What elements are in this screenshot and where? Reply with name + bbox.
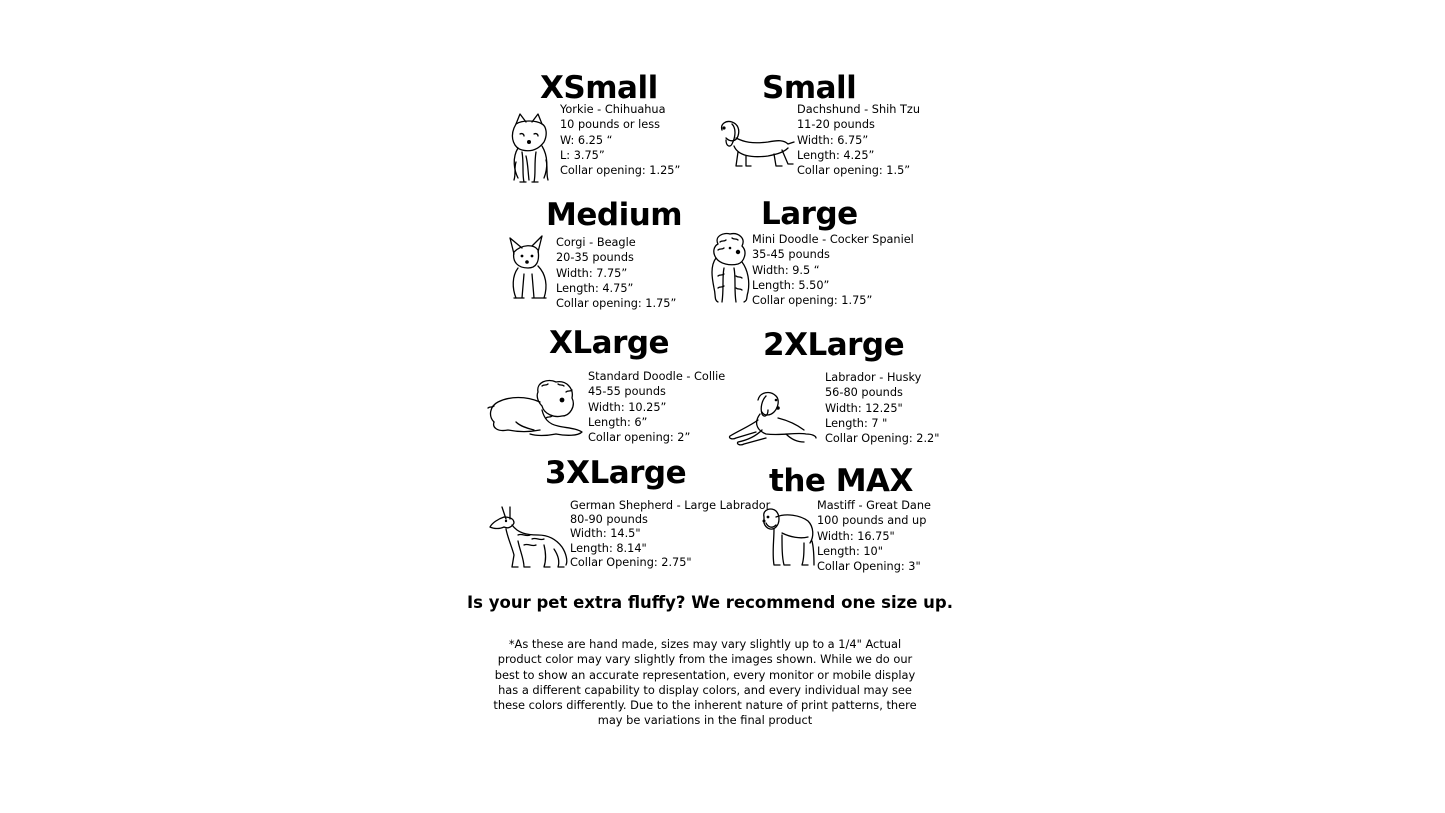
- yorkie-dog-icon: [502, 112, 556, 184]
- collar-opening: Collar Opening: 3": [817, 560, 921, 574]
- fluffy-recommendation: Is your pet extra fluffy? We recommend one size up.: [467, 593, 953, 612]
- product-width: Width: 14.5": [570, 527, 641, 541]
- dog-weight: 11-20 pounds: [797, 118, 875, 132]
- product-length: Length: 6”: [588, 415, 648, 429]
- collar-opening: Collar opening: 1.75”: [556, 297, 677, 311]
- mastiff-dog-icon: [760, 507, 816, 567]
- product-length: L: 3.75”: [560, 148, 605, 162]
- collar-opening: Collar Opening: 2.2": [825, 432, 940, 446]
- size-info-xlarge: [588, 369, 725, 445]
- size-title-xlarge: XLarge: [549, 325, 670, 361]
- product-length: Length: 10": [817, 544, 883, 558]
- product-length: Length: 7 ": [825, 416, 888, 430]
- product-width: Width: 16.75": [817, 529, 895, 543]
- product-length: Length: 4.75”: [556, 281, 634, 295]
- dog-breeds: Standard Doodle - Collie: [588, 370, 726, 383]
- dog-breeds: Corgi - Beagle: [556, 236, 636, 249]
- dog-breeds: German Shepherd - Large Labrador: [570, 499, 771, 512]
- product-width: Width: 7.75”: [556, 266, 628, 280]
- dog-weight: 80-90 pounds: [570, 513, 648, 527]
- product-length: Length: 8.14": [570, 541, 647, 555]
- product-length: Length: 4.25”: [797, 148, 875, 162]
- corgi-dog-icon: [502, 234, 554, 302]
- dog-breeds: Labrador - Husky: [825, 371, 922, 384]
- dog-weight: 35-45 pounds: [752, 248, 830, 262]
- product-width: Width: 9.5 “: [752, 263, 820, 277]
- sizing-disclaimer: *As these are hand made, sizes may vary slightly up to a 1/4" Actual product color may vary slightly from the images shown. While we do our best to show an accurate representation, every monitor or mobile display has a different capability to display colors, and every individual may see these colors differently. Due to the inherent nature of print patterns, there may be variations in the final product: [493, 637, 917, 728]
- collar-opening: Collar opening: 1.75”: [752, 294, 873, 308]
- collar-opening: Collar Opening: 2.75": [570, 555, 692, 569]
- size-info-medium: [556, 235, 676, 311]
- size-info-small: [797, 102, 920, 178]
- german-shepherd-dog-icon: [488, 505, 570, 569]
- dog-breeds: Yorkie - Chihuahua: [560, 103, 666, 116]
- size-info-3xlarge: [570, 499, 770, 570]
- size-title-large: Large: [761, 196, 858, 232]
- doodle-dog-icon: [708, 232, 752, 304]
- dog-weight: 56-80 pounds: [825, 386, 903, 400]
- size-title-small: Small: [762, 70, 857, 106]
- dog-breeds: Mini Doodle - Cocker Spaniel: [752, 233, 914, 246]
- dog-weight: 20-35 pounds: [556, 251, 634, 265]
- size-info-2xlarge: [825, 370, 939, 446]
- size-info-the-max: [817, 498, 931, 574]
- product-width: Width: 10.25”: [588, 400, 667, 414]
- size-title-medium: Medium: [546, 197, 683, 233]
- size-info-xsmall: [560, 102, 680, 178]
- dachshund-dog-icon: [718, 118, 796, 172]
- collar-opening: Collar opening: 1.25”: [560, 164, 681, 178]
- dog-weight: 45-55 pounds: [588, 385, 666, 399]
- collar-opening: Collar opening: 1.5”: [797, 164, 911, 178]
- product-length: Length: 5.50”: [752, 278, 830, 292]
- product-width: Width: 6.75”: [797, 133, 869, 147]
- size-title-xsmall: XSmall: [540, 70, 658, 106]
- size-title-the-max: the MAX: [769, 463, 913, 499]
- dog-weight: 10 pounds or less: [560, 118, 661, 132]
- dog-breeds: Dachshund - Shih Tzu: [797, 103, 920, 116]
- size-info-large: [752, 232, 914, 308]
- dog-breeds: Mastiff - Great Dane: [817, 499, 931, 512]
- size-title-2xlarge: 2XLarge: [763, 327, 905, 363]
- labrador-dog-icon: [726, 390, 818, 446]
- size-title-3xlarge: 3XLarge: [545, 455, 687, 491]
- product-width: Width: 12.25": [825, 401, 903, 415]
- standard-doodle-dog-icon: [486, 378, 584, 440]
- dog-weight: 100 pounds and up: [817, 514, 927, 528]
- product-width: W: 6.25 “: [560, 133, 613, 147]
- collar-opening: Collar opening: 2”: [588, 431, 691, 445]
